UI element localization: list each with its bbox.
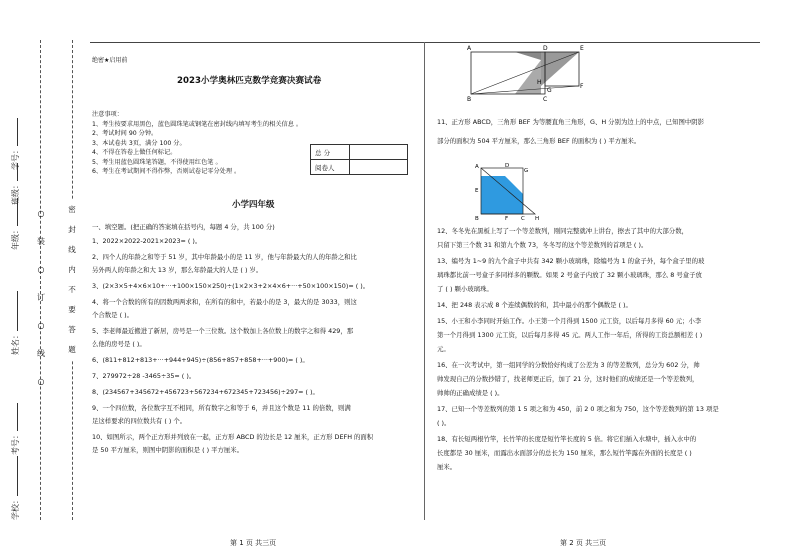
page-2 bbox=[437, 44, 767, 538]
label-student-no: 学号： bbox=[10, 118, 21, 170]
label-name: 姓名： bbox=[10, 291, 21, 355]
fig11-label-a: A bbox=[475, 164, 479, 170]
fig10-label-a: A bbox=[467, 45, 472, 52]
score-table: 总 分 阅卷人 bbox=[310, 144, 408, 175]
seal-glyphs-outer: ○ 装 ○ 订 ○ 线 ○ bbox=[37, 209, 45, 386]
exam-title: 2023小学奥林匹克数学竞赛决赛试卷 bbox=[177, 76, 322, 86]
fig10-label-f: F bbox=[580, 83, 584, 90]
question-12: 12、冬冬先在黑板上写了一个等差数列，刚同完整就冲上讲台，擦去了其中的大部分数， 只留下第三个数 31 和第九个数 73，冬冬写的这个等差数列的首项是 ( )。 bbox=[437, 227, 688, 249]
top-rule bbox=[90, 42, 760, 43]
fig11-label-g: G bbox=[524, 168, 529, 174]
fig11-label-f: F bbox=[505, 216, 509, 220]
fig10-label-g: G bbox=[547, 87, 552, 94]
fig10-shadow-3 bbox=[541, 52, 579, 86]
question-2: 2、四个人的年龄之和等于 51 岁，其中年龄最小的是 11 岁，他与年龄最大的人的年龄之和比 另外两人的年龄之和大 13 岁，那么年龄最大的人是 ( ) 岁。 bbox=[92, 253, 357, 274]
page-1-footer: 第 1 页 共三页 bbox=[230, 539, 277, 547]
figure-q11 bbox=[475, 162, 547, 220]
label-school: 学校： bbox=[10, 456, 21, 520]
fig11-label-e: E bbox=[475, 188, 479, 194]
column-divider bbox=[424, 42, 425, 520]
question-10: 10、如图所示，两个正方形并列放在一起，正方形 ABCD 的边长是 12 厘米，正方形 DEFH 的面积 是 50 平方厘米，则图中阴影的面积是 ( ) 平方厘米。 bbox=[92, 433, 374, 454]
label-grade: 年级： bbox=[10, 198, 21, 250]
page-2-footer: 第 2 页 共三页 bbox=[560, 539, 607, 547]
fig10-label-h: H bbox=[537, 79, 542, 86]
questions-p2 bbox=[437, 227, 767, 472]
fig10-label-b: B bbox=[467, 96, 472, 102]
question-5: 5、李老师最近搬进了新居，房号是一个三位数。这个数加上各位数上的数字之和得 429，那 么他的房号是 ( )。 bbox=[92, 327, 354, 348]
figure-q10 bbox=[467, 44, 597, 102]
notes-block: 注意事项： 1、考生按要求用黑色，蓝色圆珠笔或钢笔在密封线内填写考生的相关信息 。 2、考试时间 90 分钟。 3、本试卷共 3页，满分 100 分。 4、不得在答卷上做任何标记。 5、考生用蓝色圆珠笔答题，不得使用红色笔 。 6、考生在考试期间不得作弊，否则试卷记零分处理 。 bbox=[92, 111, 303, 175]
fig10-shadow-1 bbox=[515, 52, 541, 60]
label-class: 班级： bbox=[10, 163, 21, 205]
question-7: 7、279972÷28 -3465÷35= ( )。 bbox=[92, 372, 196, 380]
question-18: 18、有长短两根竹竿，长竹竿的长度是短竹竿长度的 5 倍。将它们插入水塘中，插入水中的 长度都是 30 厘米，而露出水面部分的总长为 150 厘米，那么短竹竿露在外面的长度是 ( ) 厘米。 bbox=[437, 435, 697, 471]
questions-p1 bbox=[92, 237, 417, 455]
question-11: 11、正方形 ABCD，三角形 BEF 为等腰直角三角形，G、H 分别为边上的中点，已知图中阴影 部分的面积为 504 平方厘米，那么三角形 BEF 的面积为 ( ) 平方厘米。 bbox=[437, 118, 705, 145]
fig11-label-d: D bbox=[505, 163, 510, 169]
section-heading: 一、填空题。(把正确的答案填在括号内，每题 4 分，共 100 分) bbox=[92, 223, 275, 231]
question-6: 6、(811+812+813+···+944+945)÷(856+857+858+···+900)= ( )。 bbox=[92, 356, 309, 364]
question-9: 9、一个四位数，各位数字互不相同，所有数字之和等于 6，并且这个数是 11 的倍数，则满 足这样要求的四位数共有 ( ) 个。 bbox=[92, 404, 351, 425]
page-1 bbox=[92, 48, 417, 538]
fig11-label-c: C bbox=[521, 216, 525, 220]
question-15: 15、小王和小李同时开始工作。小王第一个月得到 1500 元工资，以后每月多得 60 元；小李 第一个月得到 1300 元工资，以后每月多得 45 元。两人工作一年后，所得的工资总额相差 ( ) 元。 bbox=[437, 317, 703, 353]
question-1: 1、2022×2022-2021×2023= ( )。 bbox=[92, 237, 202, 245]
question-3: 3、(2×3×5+4×6×10+···+100×150×250)÷(1×2×3+2×4×6+···+50×100×150)= ( )。 bbox=[92, 282, 370, 290]
question-16: 16、在一次考试中，第一组同学的分数恰好构成了公差为 3 的等差数列，总分为 602 分，帅 帅发现自己的分数抄错了，找老师更正后，加了 21 分，这时他们的成绩还是一个等差数列， 帅帅的正确成绩是 ( )。 bbox=[437, 361, 700, 397]
fig10-label-d: D bbox=[543, 45, 548, 52]
fig11-label-h: H bbox=[535, 216, 540, 220]
fig10-label-e: E bbox=[580, 45, 584, 52]
binding-strip bbox=[0, 0, 92, 560]
question-13: 13、编号为 1~9 的九个盒子中共有 342 颗小玻璃珠，除编号为 1 的盒子外，每个盒子里的玻 璃珠都比前一号盒子多同样多的颗数。如果 2 号盒子内放了 32 颗小玻璃珠，那么 8 号盒子放 了 ( ) 颗小玻璃珠。 bbox=[437, 257, 705, 293]
question-14: 14、把 248 表示成 8 个连续偶数的和，其中最小的那个偶数是 ( )。 bbox=[437, 301, 632, 309]
label-exam-no: 考号： bbox=[10, 403, 21, 455]
question-4: 4、将一个合数的所有的因数两两求和，在所有的和中，若最小的是 3，最大的是 3033，则这 个合数是 ( )。 bbox=[92, 298, 357, 319]
fig11-shaded-region bbox=[481, 176, 523, 214]
secret-mark: 绝密★启用前 bbox=[92, 57, 128, 64]
question-8: 8、(234567+345672+456723+567234+672345+723456)÷297= ( )。 bbox=[92, 388, 319, 396]
fig10-label-c: C bbox=[543, 96, 548, 102]
seal-text-inner: 密 封 线 内 不 要 答 题 bbox=[66, 200, 78, 360]
grade-heading: 小学四年级 bbox=[232, 200, 275, 210]
question-17: 17、已知一个等差数列的第 1 5 项之和为 450，前 2 0 项之和为 750，这个等差数列的第 13 项是 ( )。 bbox=[437, 405, 719, 427]
fig11-label-b: B bbox=[475, 216, 479, 220]
